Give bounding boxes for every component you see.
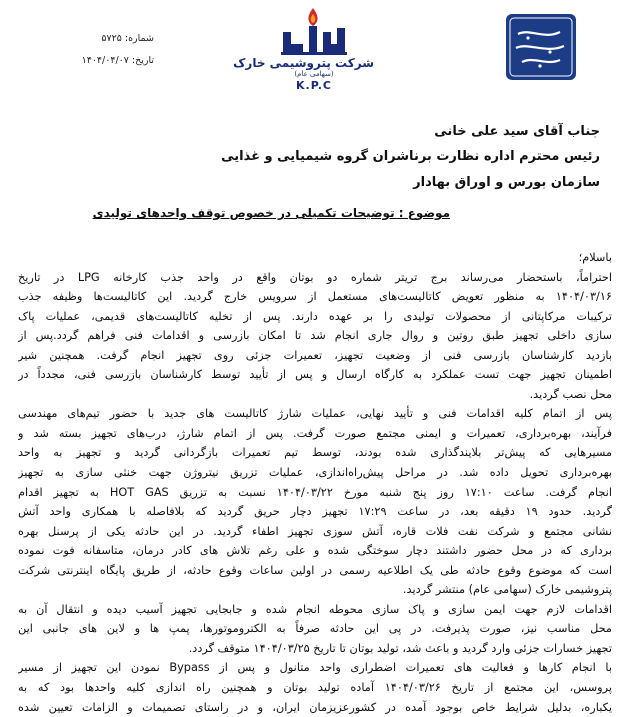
body-line: محل مناسب نیز، صورت پذیرفت. در پی این حادثه صرفاً به الکتروموتورها، پمپ ها و لاین های جانبی این (18, 622, 612, 636)
letter-date (34, 50, 154, 72)
greeting: باسلام؛ (578, 251, 612, 264)
recipient-title: رئیس محترم اداره نظارت برناشران گروه شیمیایی و غذایی (221, 149, 600, 164)
body-line: پتروشیمی خارک (سهامی عام) منتشر گردید. (402, 583, 612, 597)
body-line: بازدید کارشناسان بازرسی فنی از وضعیت تجهیز، تعمیرات جزئی روی تجهیز انجام گرفت. همچنین شیر (18, 348, 612, 362)
company-name: شرکت پتروشیمی خارک (233, 56, 374, 70)
company-abbr: K.P.C (296, 79, 332, 92)
body-line: نشانی مجتمع و شرکت نفت فلات قاره، آتش سوزی تجهیز اطفاء گردید. در این حادثه یکی از پرسنل بهره (18, 524, 612, 538)
letter-number (34, 28, 154, 50)
slogan-seal-icon (498, 8, 584, 86)
body-line: است که موضوع وقوع حادثه طی یک اطلاعیه رسمی در اولین ساعات وقوع حادثه، از طریق پایگاه اینترنتی شرکت (18, 563, 612, 577)
body-line: احتراماً، باستحضار می‌رساند برج تریتر شماره دو بوتان واقع در واحد جذب کارخانه LPG در تاریخ (18, 270, 612, 284)
body-line: تجهیز خسارات جزئی وارد گردید و باعث شد، تولید بوتان تا تاریخ ۱۴۰۴/۰۳/۲۵ متوقف گردد. (188, 641, 612, 655)
kpc-logo-icon (277, 6, 351, 58)
company-sub: (سهامی عام) (294, 70, 334, 78)
body-line: پس از اتمام کلیه اقدامات فنی و تأیید نهایی، عملیات شارژ کاتالیست های جدید با حضور تیم‌های مهندسی (18, 407, 612, 421)
body-line: ترکیبات مرکاپتانی از محصولات تولیدی را بر عهده دارند. پس از تخلیه کاتالیست‌های قدیمی، عملیات پاک (18, 309, 612, 323)
company-logo (233, 6, 374, 106)
recipient-name: جناب آقای سید علی خانی (434, 124, 600, 139)
recipient-organization: سازمان بورس و اوراق بهادار (413, 175, 600, 190)
number-label: شماره: (124, 33, 154, 44)
body-line: یکباره، بدلیل شرایط خاص بوجود آمده در کشورعزیزمان ایران، و در راستای تصمیمات و الزامات تعیین شده (18, 700, 612, 714)
date-value: ۱۴۰۴/۰۴/۰۷ (81, 55, 129, 66)
body-line: اطمینان تجهیز جهت تست عملکرد به کارگاه ارسال و پس از تأیید توسط کارشناسان بازرسی فنی، مجدداً در (18, 368, 612, 382)
body-line: اقدامات لازم جهت ایمن سازی و پاک سازی محوطه انجام شده و جابجایی تجهیز آسیب دیده و انتقال آن به (18, 602, 612, 616)
letter-meta (34, 28, 154, 72)
body-line: گردید. حدود ۱۹ دقیقه بعد، در ساعت ۱۷:۲۹ تجهیز دچار حریق گردید که بلافاصله با همکاری واحد آتش (18, 505, 612, 519)
number-value: ۵۷۲۵ (101, 33, 122, 44)
letter-subject: موضوع : توضیحات تکمیلی در خصوص توقف واحدهای تولیدی (92, 206, 450, 220)
body-line: برداری که در محل حضور داشتند دچار سوختگی شده و علی رغم تلاش های کادر درمان، متاسفانه فوت نموده (18, 544, 612, 558)
letter-body (18, 248, 612, 717)
body-line: فرآیند، بهره‌برداری، تعمیرات و ایمنی مجتمع صورت گرفت. پس از اتمام شارژ، درب‌های تجهیز بسته شد و (18, 426, 612, 440)
body-line: پروسس، این مجتمع از تاریخ ۱۴۰۴/۰۳/۲۶ آماده تولید بوتان و همچنین راه اندازی کلیه واحدها بود که به (18, 681, 612, 695)
body-line: محل نصب گردید. (529, 387, 612, 401)
body-line: ۱۴۰۴/۰۳/۱۶ به منظور تعویض کاتالیست‌های مستعمل از سرویس خارج گردید. این کاتالیست‌ها وظیفه جذب (18, 290, 612, 304)
body-line: بهره‌برداری تحویل داده شد. در مراحل پیش‌راه‌اندازی، عملیات تزریق نیتروژن جهت خنثی سازی به تجهیز (18, 466, 612, 480)
body-line: انجام گرفت. ساعت ۱۷:۱۰ روز پنج شنبه مورخ ۱۴۰۴/۰۳/۲۲ نسبت به تزریق HOT GAS به تجهیز اقدام (18, 485, 612, 499)
body-line: با انجام کارها و فعالیت های تعمیرات اضطراری واحد متانول و پس از Bypass نمودن این تجهیز از مسیر (18, 661, 612, 675)
date-label: تاریخ: (131, 55, 154, 66)
body-line: سازی داخلی تجهیز طبق روتین و روال جاری انجام شد تا امکان بازرسی و اقدامات فنی فراهم گردد.پس از (18, 329, 612, 343)
body-line: مسیرهایی که پیش‌تر بلایند‌گذاری شده بودند، توسط تیم تعمیرات بازگردانی گردید و تجهیز به واحد (18, 446, 612, 460)
slogan-seal (498, 8, 584, 86)
